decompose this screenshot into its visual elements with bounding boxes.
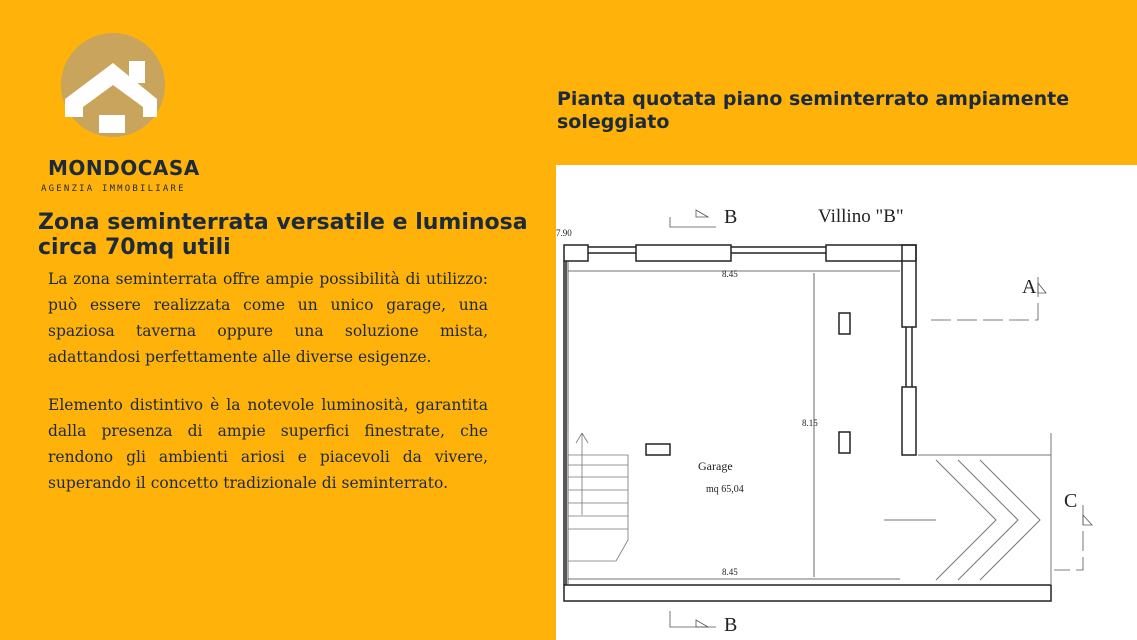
dimension-lines [568, 261, 900, 585]
section-label-a: A [1022, 276, 1037, 298]
dimension-height: 8.15 [802, 418, 818, 428]
building-label: Villino "B" [818, 206, 904, 227]
brand-tagline: AGENZIA IMMOBILIARE [41, 184, 186, 194]
columns [646, 313, 850, 455]
floor-plan [556, 165, 1137, 640]
description-paragraph: La zona seminterrata offre ampie possibilità di utilizzo: può essere realizzata come un unico garage, una spaziosa taverna oppure una soluzione mista, adattandosi perfettamente alle diverse esigenze. [48, 270, 488, 366]
dimension-left-edge: 7.90 [556, 228, 572, 238]
section-label-b-top: B [724, 206, 738, 228]
section-label-b-bottom: B [724, 614, 738, 636]
house-icon [61, 33, 165, 137]
section-label-c: C [1064, 490, 1078, 512]
plan-title: Pianta quotata piano seminterrato ampiamente soleggiato [557, 88, 1070, 133]
stairs [568, 430, 628, 561]
description [48, 266, 488, 518]
brand-name: MONDOCASA [48, 156, 200, 180]
dimension-top-width: 8.45 [722, 269, 738, 279]
ramp [884, 433, 1051, 585]
room-name: Garage [698, 459, 733, 473]
description-paragraph: Elemento distintivo è la notevole luminosità, garantita dalla presenza di ampie superfici finestrate, che rendono gli ambienti ariosi e piacevoli da vivere, superando il concetto tradizionale di seminterrato. [48, 396, 488, 492]
logo [61, 33, 165, 137]
room-area: mq 65,04 [706, 484, 744, 495]
section-heading: Zona seminterrata versatile e luminosa circa 70mq utili [38, 210, 528, 260]
dimension-bottom-width: 8.45 [722, 567, 738, 577]
